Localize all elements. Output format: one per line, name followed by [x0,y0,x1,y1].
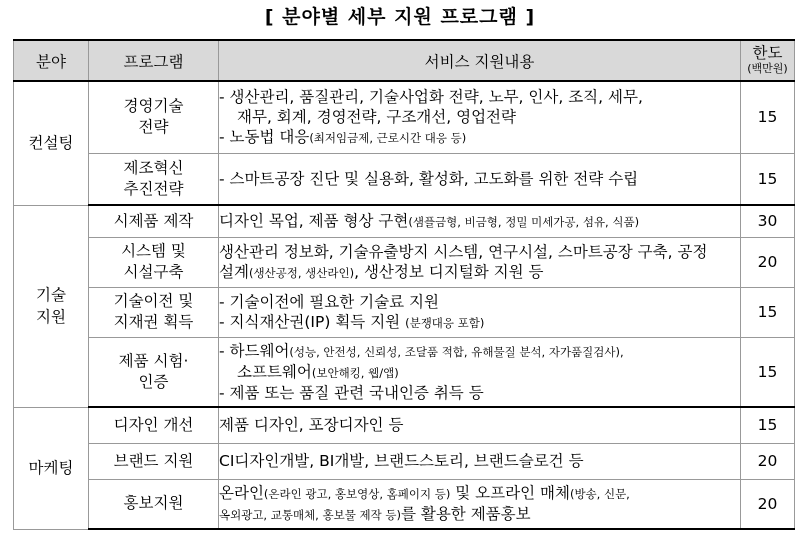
header-program: 프로그램 [89,40,219,81]
program-cell [89,479,219,529]
limit-cell: 30 [741,205,795,237]
service-line [219,211,740,232]
limit-cell: 15 [741,287,795,337]
limit-cell: 15 [741,153,795,205]
program-cell [89,237,219,287]
service-note: (보안해킹, 웹/앱) [311,365,399,380]
program-name-line: 추진전략 [123,179,184,198]
service-cell [219,337,741,407]
service-note: (생산공정, 생산라인) [248,265,355,280]
header-limit-label: 한도 [752,43,783,62]
program-cell [89,443,219,479]
category-line: 지원 [36,308,66,326]
service-note: (방송, 신문, [569,486,630,501]
table-row [14,479,795,529]
header-service: 서비스 지원내용 [219,40,741,81]
program-name-line: 제조혁신 [123,158,184,177]
program-name-line: 경영기술 [123,97,184,116]
program-cell [89,337,219,407]
table-row [14,81,795,153]
service-note: (샘플금형, 비금형, 정밀 미세가공, 섬유, 식품) [408,214,640,229]
service-text: 온라인 [219,483,264,502]
program-name-line: 홍보지원 [123,494,184,513]
service-note: 옥외광고, 교통매체, 홍보물 제작 등) [219,507,401,522]
limit-cell: 20 [741,443,795,479]
service-line: - 제품 또는 품질 관련 국내인증 취득 등 [219,383,484,402]
service-text: 를 활용한 제품홍보 [400,504,531,523]
service-text: , 생산정보 디지털화 지원 등 [354,262,544,281]
program-name-line: 디자인 개선 [113,415,194,434]
program-name-line: 시제품 제작 [113,211,194,230]
program-name-line: 인증 [138,372,169,391]
program-name-line: 제품 시험· [118,351,189,370]
program-name-line: 시스템 및 [121,242,186,260]
service-line: - 생산관리, 품질관리, 기술사업화 전략, 노무, 인사, 조직, 세무, [219,87,643,106]
service-line: - 기술이전에 필요한 기술료 지원 [219,292,439,311]
service-line: 제품 디자인, 포장디자인 등 [219,416,404,435]
table-header-row [14,40,795,81]
service-cell [219,287,741,337]
table-row [14,337,795,407]
service-note: (온라인 광고, 홍보영상, 홈페이지 등) [263,486,451,501]
program-name-line: 지재권 획득 [113,313,194,331]
service-text: 및 오프라인 매체 [450,483,570,502]
header-field: 분야 [14,40,89,81]
limit-cell: 20 [741,237,795,287]
service-text: - 하드웨어 [219,341,290,360]
limit-cell: 15 [741,407,795,443]
service-line [219,504,740,525]
service-line: CI디자인개발, BI개발, 브랜드스토리, 브랜드슬로건 등 [219,452,584,470]
service-line: 재무, 회계, 경영전략, 구조개선, 영업전략 [237,107,516,126]
limit-cell: 15 [741,337,795,407]
limit-cell: 20 [741,479,795,529]
service-line [219,341,740,362]
service-cell [219,205,741,237]
limit-cell: 15 [741,81,795,153]
header-limit [741,40,795,81]
program-name-line: 전략 [138,118,169,137]
program-cell [89,81,219,153]
service-text: - 노동법 대응 [219,127,310,146]
service-cell [219,407,741,443]
service-line: - 스마트공장 진단 및 실용화, 활성화, 고도화를 위한 전략 수립 [219,169,639,188]
table-row [14,237,795,287]
service-cell [219,479,741,529]
service-line [219,262,740,283]
page-title: [ 분야별 세부 지원 프로그램 ] [264,6,536,28]
service-cell [219,81,741,153]
service-text: 설계 [219,262,249,281]
service-line [219,362,740,383]
service-note: (분쟁대응 포함) [405,315,485,330]
category-consulting: 컨설팅 [14,81,89,205]
table-row [14,205,795,237]
service-note: (최저임금제, 근로시간 대응 등) [309,130,467,145]
header-limit-unit: (백만원) [747,61,788,75]
service-text: 디자인 목업, 제품 형상 구현 [219,211,409,230]
category-tech-support [14,205,89,407]
program-cell [89,205,219,237]
category-line: 기술 [36,286,66,304]
category-marketing: 마케팅 [14,407,89,529]
program-cell [89,407,219,443]
service-cell [219,153,741,205]
program-name-line: 브랜드 지원 [113,451,194,470]
program-name-line: 기술이전 및 [113,292,194,310]
table-row [14,407,795,443]
program-cell [89,153,219,205]
service-text: - 지식재산권(IP) 획득 지원 [219,312,401,331]
service-text: 소프트웨어 [237,362,312,381]
program-cell [89,287,219,337]
service-note: (성능, 안전성, 신뢰성, 조달품 적합, 유해물질 분석, 자가품질검사), [289,344,624,359]
service-line [219,312,740,333]
table-row [14,153,795,205]
table-row [14,287,795,337]
program-name-line: 시설구축 [123,263,184,281]
service-cell [219,237,741,287]
service-line [219,483,740,504]
service-line [219,127,740,148]
program-table [13,39,795,530]
service-line: 생산관리 정보화, 기술유출방지 시스템, 연구시설, 스마트공장 구축, 공정 [219,242,708,261]
table-row [14,443,795,479]
service-cell [219,443,741,479]
